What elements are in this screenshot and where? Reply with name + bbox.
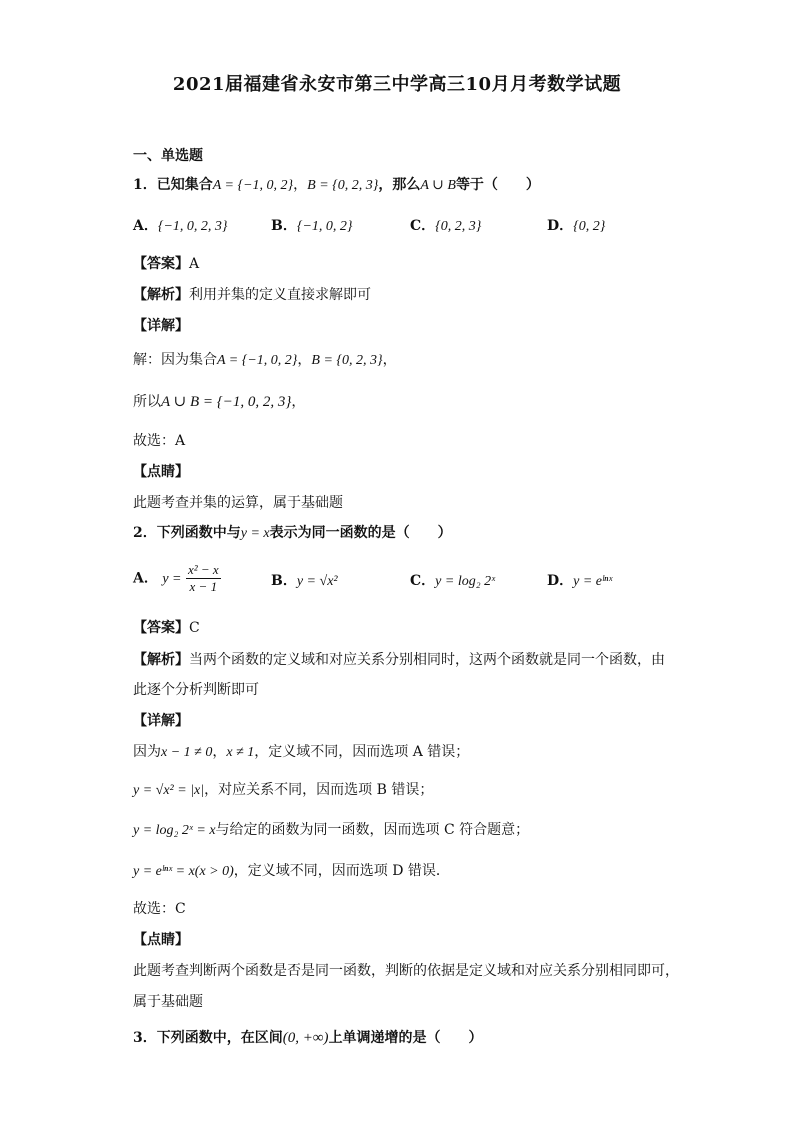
q1-option-d-text: {0, 2} xyxy=(573,219,606,234)
q3-stem-post: 上单调递增的是（ ） xyxy=(328,1030,483,1046)
section-heading: 一、单选题 xyxy=(133,148,203,164)
q1-option-b xyxy=(271,216,353,237)
q3-stem-pre: 3．下列函数中，在区间 xyxy=(133,1030,283,1046)
q2-detail-1-post: ，定义域不同，因而选项 A 错误； xyxy=(254,744,470,760)
q2-option-b-label: B． xyxy=(271,573,297,589)
q1-option-a-label: A． xyxy=(133,218,158,234)
q1-detail-1-end: ， xyxy=(382,352,397,368)
q1-option-a-text: {−1, 0, 2, 3} xyxy=(157,219,228,234)
q2-stem-pre: 2．下列函数中与 xyxy=(133,525,241,541)
q1-detail-line-2 xyxy=(133,392,305,412)
q2-detail-3-expr: y = log₂ 2ˣ = x xyxy=(133,823,216,838)
q1-detail-1-sep: ， xyxy=(297,352,312,368)
q2-option-c xyxy=(410,571,495,592)
q1-set-a: A = {−1, 0, 2} xyxy=(212,178,294,193)
q2-analysis-text-1: 当两个函数的定义域和对应关系分别相同时，这两个函数就是同一个函数，由 xyxy=(189,652,665,668)
q2-option-a-lhs: y = xyxy=(162,571,182,587)
q1-answer-value: A xyxy=(189,256,200,272)
q1-option-d-label: D． xyxy=(547,218,574,234)
q2-option-d-text: y = eˡⁿˣ xyxy=(573,574,613,589)
q1-analysis-tag: 【解析】 xyxy=(133,287,189,303)
q1-comment-tag: 【点睛】 xyxy=(133,464,189,480)
q1-detail-2-pre: 所以 xyxy=(133,394,161,410)
q2-detail-line-1 xyxy=(133,742,469,763)
q2-option-a-denominator: x − 1 xyxy=(189,579,218,594)
q2-detail-line-3 xyxy=(133,820,529,841)
q1-analysis xyxy=(133,285,371,305)
q1-stem-pre: 1．已知集合 xyxy=(133,177,213,193)
q2-option-c-label: C． xyxy=(410,573,436,589)
q1-option-b-text: {−1, 0, 2} xyxy=(296,219,353,234)
q1-set-b: B = {0, 2, 3} xyxy=(307,178,379,193)
q2-detail-2-post: ，对应关系不同，因而选项 B 错误； xyxy=(204,782,434,798)
q2-comment-line-2: 属于基础题 xyxy=(133,994,203,1010)
q1-option-a xyxy=(133,216,228,237)
q1-detail-tag: 【详解】 xyxy=(133,318,189,334)
question-2-stem xyxy=(133,523,452,544)
q2-comment-tag: 【点睛】 xyxy=(133,932,189,948)
q1-option-b-label: B． xyxy=(271,218,297,234)
q1-analysis-text: 利用并集的定义直接求解即可 xyxy=(189,287,371,303)
q1-expr: A ∪ B xyxy=(420,178,456,193)
q2-detail-2-expr: y = √x² = |x| xyxy=(133,783,205,798)
q2-detail-tag: 【详解】 xyxy=(133,713,189,729)
q3-stem-expr: (0, +∞) xyxy=(282,1030,329,1046)
q1-detail-line-3: 故选：A xyxy=(133,433,186,449)
q2-detail-line-5: 故选：C xyxy=(133,901,186,917)
q2-option-b xyxy=(271,571,338,592)
q2-analysis-line-2: 此逐个分析判断即可 xyxy=(133,682,259,698)
q2-detail-line-2 xyxy=(133,780,433,801)
q2-detail-4-post: ，定义域不同，因而选项 D 错误． xyxy=(233,863,450,879)
q2-detail-1-expr-1: x − 1 ≠ 0 xyxy=(161,745,213,760)
q2-option-a-label: A． xyxy=(133,570,158,587)
page-title: 2021届福建省永安市第三中学高三10月月考数学试题 xyxy=(172,74,622,95)
q2-option-d xyxy=(547,571,612,592)
q1-comment: 此题考查并集的运算，属于基础题 xyxy=(133,495,343,511)
q2-option-d-label: D． xyxy=(547,573,574,589)
q2-option-a xyxy=(133,562,221,595)
q2-option-a-numerator: x² − x xyxy=(187,562,219,577)
q1-detail-line-1 xyxy=(133,350,397,371)
q2-detail-1-expr-2: x ≠ 1 xyxy=(226,745,255,760)
q1-detail-1-pre: 解：因为集合 xyxy=(133,352,217,368)
q2-answer-tag: 【答案】 xyxy=(133,620,189,636)
q1-detail-2-expr: A ∪ B = {−1, 0, 2, 3} xyxy=(161,394,292,410)
q2-stem-expr: y = x xyxy=(240,526,270,541)
q2-option-a-fraction xyxy=(186,562,221,595)
q1-option-d xyxy=(547,216,605,237)
q2-detail-line-4 xyxy=(133,861,450,882)
q1-answer-tag: 【答案】 xyxy=(133,256,189,272)
q1-detail-2-end: ， xyxy=(291,394,306,410)
question-3-stem xyxy=(133,1028,483,1048)
q1-option-c-text: {0, 2, 3} xyxy=(435,219,482,234)
q1-detail-1-set-a: A = {−1, 0, 2} xyxy=(217,353,298,368)
q2-stem-post: 表示为同一函数的是（ ） xyxy=(269,525,452,541)
q2-analysis-tag: 【解析】 xyxy=(133,652,189,668)
q2-detail-1-pre: 因为 xyxy=(133,744,161,760)
q1-stem-mid: ，那么 xyxy=(378,177,421,193)
q1-stem-post: 等于（ ） xyxy=(455,177,540,193)
q1-sep: ， xyxy=(293,177,308,193)
q1-detail-1-set-b: B = {0, 2, 3} xyxy=(311,353,383,368)
q2-comment-line-1: 此题考查判断两个函数是否是同一函数，判断的依据是定义域和对应关系分别相同即可， xyxy=(133,963,679,979)
q2-detail-3-post: 与给定的函数为同一函数，因而选项 C 符合题意； xyxy=(215,822,530,838)
q1-answer xyxy=(133,254,199,274)
q1-option-c xyxy=(410,216,481,237)
q2-option-c-text: y = log₂ 2ˣ xyxy=(435,574,496,589)
q2-answer-value: C xyxy=(189,620,200,636)
q2-answer xyxy=(133,618,200,638)
q2-detail-4-expr: y = eˡⁿˣ = x(x > 0) xyxy=(133,864,234,879)
q2-option-b-text: y = √x² xyxy=(296,574,338,589)
q1-option-c-label: C． xyxy=(410,218,436,234)
question-1-stem xyxy=(133,175,540,196)
q2-detail-1-sep: ， xyxy=(212,744,227,760)
q2-analysis-line-1 xyxy=(133,650,665,670)
